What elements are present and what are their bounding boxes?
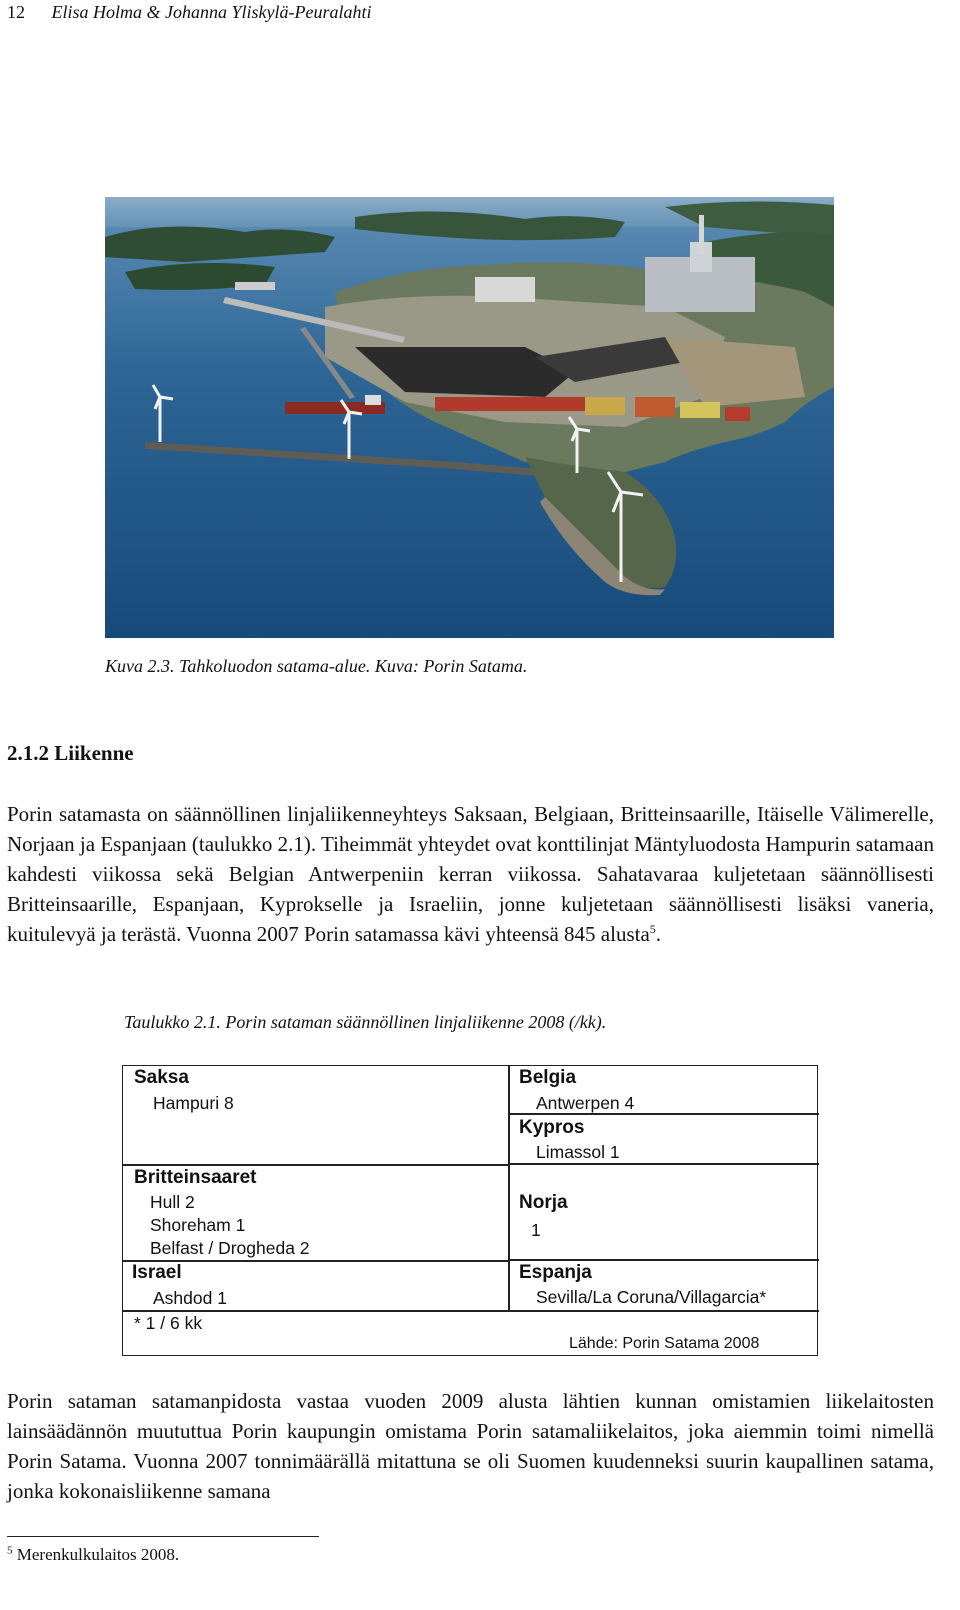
port-belfast: Belfast / Drogheda 2 [150, 1238, 310, 1258]
footnote-ref[interactable]: 5 [649, 922, 656, 936]
page-number: 12 [7, 2, 25, 22]
port-ashdod: Ashdod 1 [153, 1288, 227, 1308]
port-espanja: Sevilla/La Coruna/Villagarcia* [536, 1287, 767, 1307]
port-antwerpen: Antwerpen 4 [536, 1093, 635, 1113]
table-column-divider [508, 1066, 510, 1312]
section-heading: 2.1.2 Liikenne [7, 741, 134, 765]
figure-caption: Kuva 2.3. Tahkoluodon satama-alue. Kuva: Porin Satama. [105, 656, 528, 676]
table-note: * 1 / 6 kk [134, 1313, 203, 1333]
footnote [7, 1545, 179, 1565]
country-norja: Norja [519, 1192, 568, 1213]
harbor-aerial-photo [105, 197, 834, 638]
running-header [7, 2, 371, 23]
port-hull: Hull 2 [150, 1192, 195, 1212]
country-espanja: Espanja [519, 1262, 592, 1283]
running-header-authors: Elisa Holma & Johanna Yliskylä-Peuralahti [51, 2, 372, 22]
body-paragraph-1 [7, 799, 934, 949]
country-britteinsaaret: Britteinsaaret [134, 1167, 257, 1188]
country-israel: Israel [132, 1262, 182, 1283]
norja-value: 1 [531, 1220, 541, 1240]
liner-traffic-table [122, 1065, 818, 1356]
country-saksa: Saksa [134, 1067, 189, 1088]
paragraph-1-text: Porin satamasta on säännöllinen linjaliikenneyhteys Saksaan, Belgiaan, Britteinsaarille, Itäiselle Välimerelle, Norjaan ja Espanjaan (taulukko 2.1). Tiheimmät yhteydet ovat konttilinjat Mäntyluodosta Hampurin satamaan kahdesti viikossa sekä Belgian Antwerpeniin kerran viikossa. Sahatavaraa kuljetetaan säännöllisesti Britteinsaarille, Espanjaan, Kyprokselle ja Israeliin, jonne kuljetetaan säännöllisesti lisäksi vaneria, kuitulevyä ja terästä. Vuonna 2007 Porin satamassa kävi yhteensä 845 alusta [7, 802, 934, 946]
table-caption: Taulukko 2.1. Porin sataman säännöllinen linjaliikenne 2008 (/kk). [124, 1012, 607, 1032]
paragraph-1-end: . [655, 922, 662, 946]
footnote-number: 5 [7, 1544, 13, 1557]
port-limassol: Limassol 1 [536, 1142, 620, 1162]
table-rule-right-2 [508, 1163, 819, 1165]
port-shoreham: Shoreham 1 [150, 1215, 246, 1235]
port-hampuri: Hampuri 8 [153, 1093, 234, 1113]
table-rule-bottom-rows [123, 1310, 819, 1312]
footnote-rule [7, 1536, 319, 1537]
table-rule-left-1 [123, 1164, 508, 1166]
footnote-text: Merenkulkulaitos 2008. [16, 1545, 180, 1564]
table-rule-right-3 [508, 1259, 819, 1261]
body-paragraph-2: Porin sataman satamanpidosta vastaa vuoden 2009 alusta lähtien kunnan omistamien liikelaitosten lainsäädännön muututtua Porin kaupungin omistama Porin satamaliikelaitos, joka aiemmin toimi nimellä Porin Satama. Vuonna 2007 tonnimäärällä mitattuna se oli Suomen kuudenneksi suurin kaupallinen satama, jonka kokonaisliikenne samana [7, 1389, 934, 1503]
country-kypros: Kypros [519, 1117, 585, 1138]
table-source: Lähde: Porin Satama 2008 [569, 1335, 760, 1352]
country-belgia: Belgia [519, 1067, 577, 1088]
